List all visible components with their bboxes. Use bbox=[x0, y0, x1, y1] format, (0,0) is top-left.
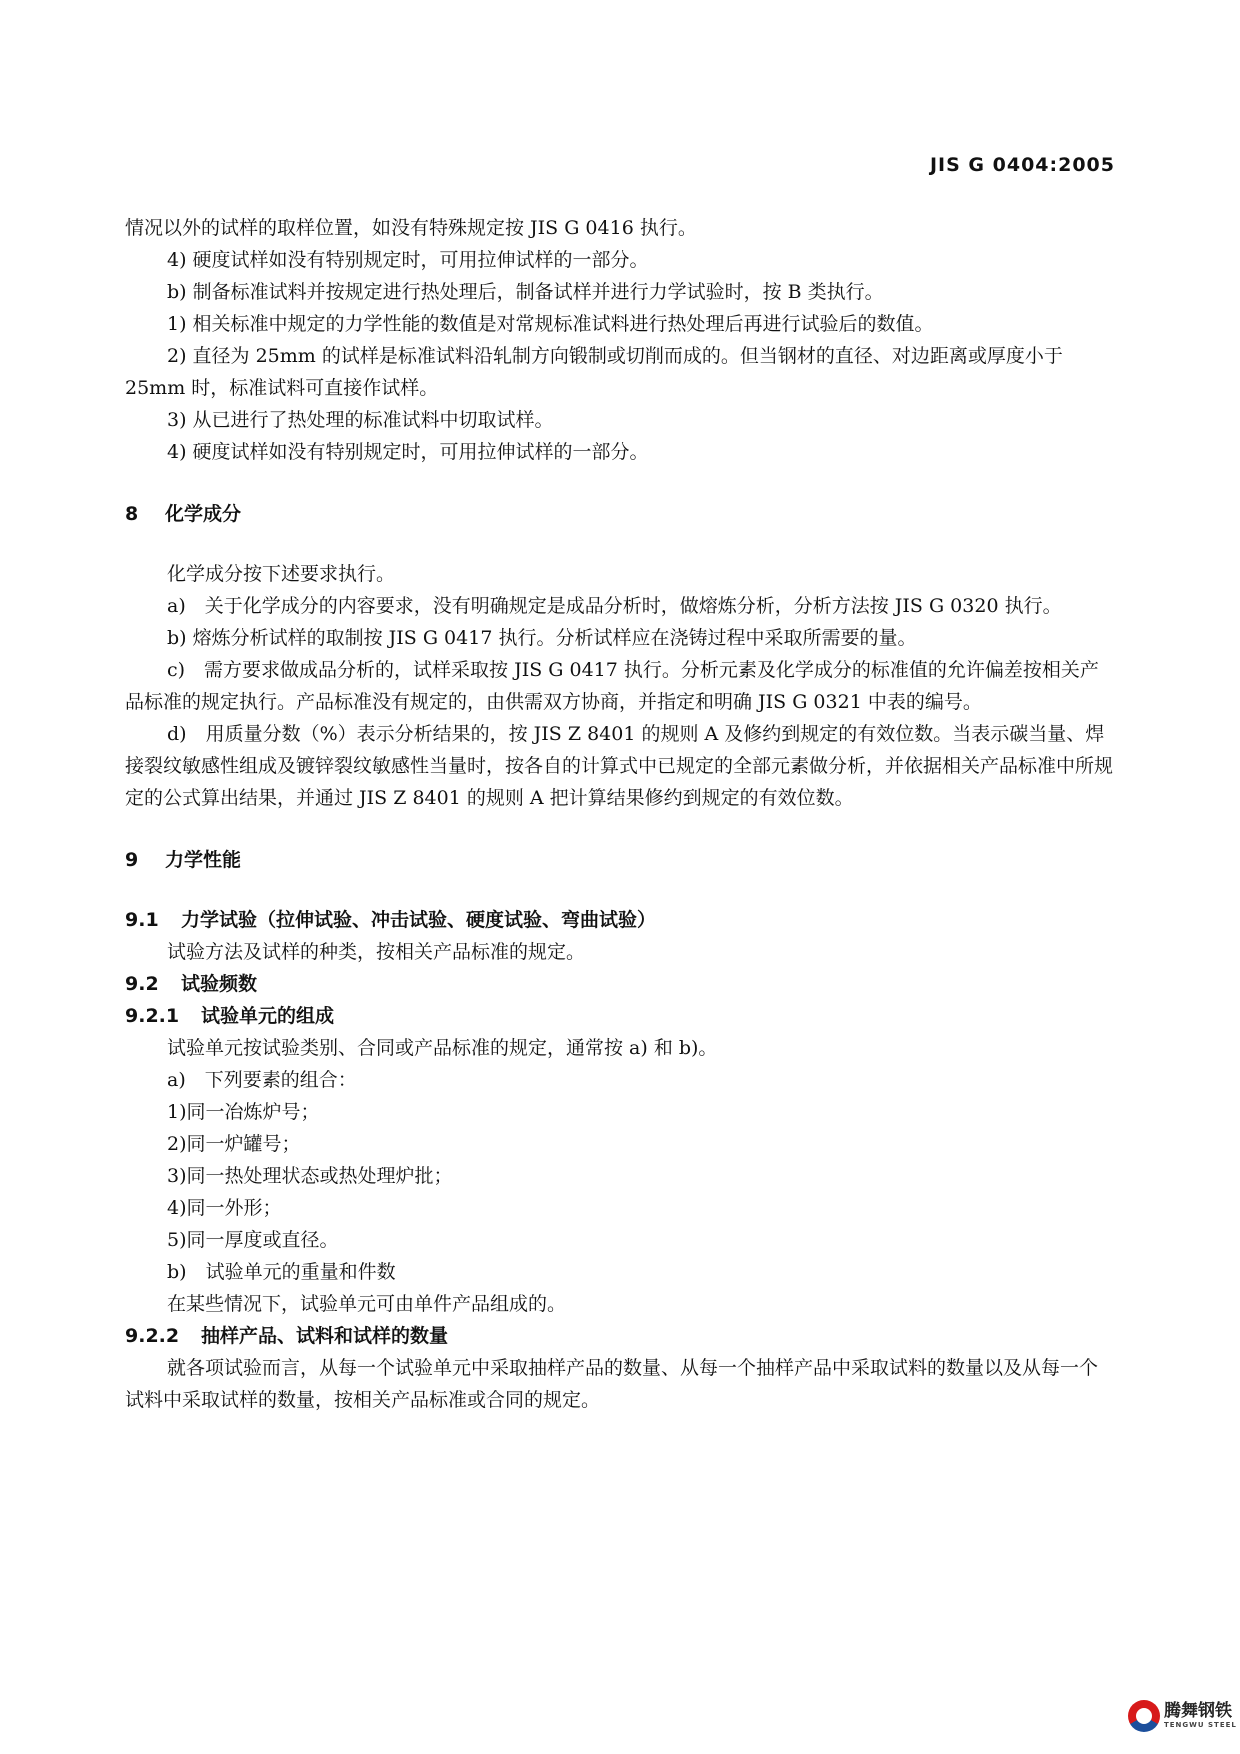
section-number: 9.2 bbox=[125, 973, 159, 995]
paragraph: 在某些情况下，试验单元可由单件产品组成的。 bbox=[167, 1293, 567, 1315]
logo-chinese-name: 腾舞钢铁 bbox=[1164, 1701, 1232, 1721]
list-item: 5)同一厚度或直径。 bbox=[167, 1229, 339, 1251]
section-title: 抽样产品、试料和试样的数量 bbox=[201, 1325, 449, 1347]
section-number: 9.1 bbox=[125, 909, 159, 931]
document-body bbox=[125, 212, 1115, 1416]
list-item: 4)同一外形； bbox=[167, 1197, 282, 1219]
list-item: c) 需方要求做成品分析的，试样采取按 JIS G 0417 执行。分析元素及化学成分的标准值的允许偏差按相关产品标准的规定执行。产品标准没有规定的，由供需双方协商，并指定和明确 JIS G 0321 中表的编号。 bbox=[125, 659, 1099, 713]
list-item: d) 用质量分数（%）表示分析结果的，按 JIS Z 8401 的规则 A 及修约到规定的有效位数。当表示碳当量、焊接裂纹敏感性组成及镀锌裂纹敏感性当量时，按各自的计算式中已规定的全部元素做分析，并依据相关产品标准中所规定的公式算出结果，并通过 JIS Z 8401 的规则 A 把计算结果修约到规定的有效位数。 bbox=[125, 723, 1114, 809]
section-number: 9.2.2 bbox=[125, 1325, 180, 1347]
list-item: a) 下列要素的组合： bbox=[167, 1069, 357, 1091]
list-item: 3)同一热处理状态或热处理炉批； bbox=[167, 1165, 453, 1187]
section-title: 力学性能 bbox=[165, 849, 242, 871]
list-item: b) 熔炼分析试样的取制按 JIS G 0417 执行。分析试样应在浇铸过程中采取所需要的量。 bbox=[167, 627, 917, 649]
section-heading-9-2-2 bbox=[125, 1320, 1115, 1352]
tengwu-logo-icon bbox=[1128, 1700, 1160, 1732]
paragraph: 试验单元按试验类别、合同或产品标准的规定，通常按 a) 和 b)。 bbox=[167, 1037, 718, 1059]
section-number: 9.2.1 bbox=[125, 1005, 180, 1027]
paragraph: 就各项试验而言，从每一个试验单元中采取抽样产品的数量、从每一个抽样产品中采取试料的数量以及从每一个试料中采取试样的数量，按相关产品标准或合同的规定。 bbox=[125, 1357, 1099, 1411]
list-item: a) 关于化学成分的内容要求，没有明确规定是成品分析时，做熔炼分析，分析方法按 JIS G 0320 执行。 bbox=[167, 595, 1062, 617]
company-logo bbox=[1128, 1700, 1237, 1732]
section-title: 化学成分 bbox=[165, 503, 242, 525]
list-item: b) 制备标准试料并按规定进行热处理后，制备试样并进行力学试验时，按 B 类执行。 bbox=[167, 281, 884, 303]
list-item: 4) 硬度试样如没有特别规定时，可用拉伸试样的一部分。 bbox=[167, 441, 649, 463]
list-item: 4) 硬度试样如没有特别规定时，可用拉伸试样的一部分。 bbox=[167, 249, 649, 271]
paragraph: 情况以外的试样的取样位置，如没有特殊规定按 JIS G 0416 执行。 bbox=[125, 217, 697, 239]
list-item: 1)同一冶炼炉号； bbox=[167, 1101, 320, 1123]
section-heading-9-1 bbox=[125, 904, 1115, 936]
list-item: 3) 从已进行了热处理的标准试料中切取试样。 bbox=[167, 409, 554, 431]
section-heading-9 bbox=[125, 844, 1115, 876]
section-heading-8 bbox=[125, 498, 1115, 530]
list-item: 2) 直径为 25mm 的试样是标准试料沿轧制方向锻制或切削而成的。但当钢材的直径、对边距离或厚度小于 25mm 时，标准试料可直接作试样。 bbox=[125, 345, 1063, 399]
list-item: 1) 相关标准中规定的力学性能的数值是对常规标准试料进行热处理后再进行试验后的数值。 bbox=[167, 313, 934, 335]
section-number: 8 bbox=[125, 503, 139, 525]
document-code: JIS G 0404:2005 bbox=[929, 154, 1115, 176]
list-item: b) 试验单元的重量和件数 bbox=[167, 1261, 396, 1283]
list-item: 2)同一炉罐号； bbox=[167, 1133, 301, 1155]
paragraph: 试验方法及试样的种类，按相关产品标准的规定。 bbox=[167, 941, 586, 963]
section-title: 试验频数 bbox=[181, 973, 258, 995]
section-heading-9-2 bbox=[125, 968, 1115, 1000]
section-heading-9-2-1 bbox=[125, 1000, 1115, 1032]
section-number: 9 bbox=[125, 849, 139, 871]
logo-english-name: TENGWU STEEL bbox=[1164, 1721, 1237, 1729]
paragraph: 化学成分按下述要求执行。 bbox=[167, 563, 396, 585]
section-title: 力学试验（拉伸试验、冲击试验、硬度试验、弯曲试验） bbox=[181, 909, 657, 931]
section-title: 试验单元的组成 bbox=[201, 1005, 335, 1027]
